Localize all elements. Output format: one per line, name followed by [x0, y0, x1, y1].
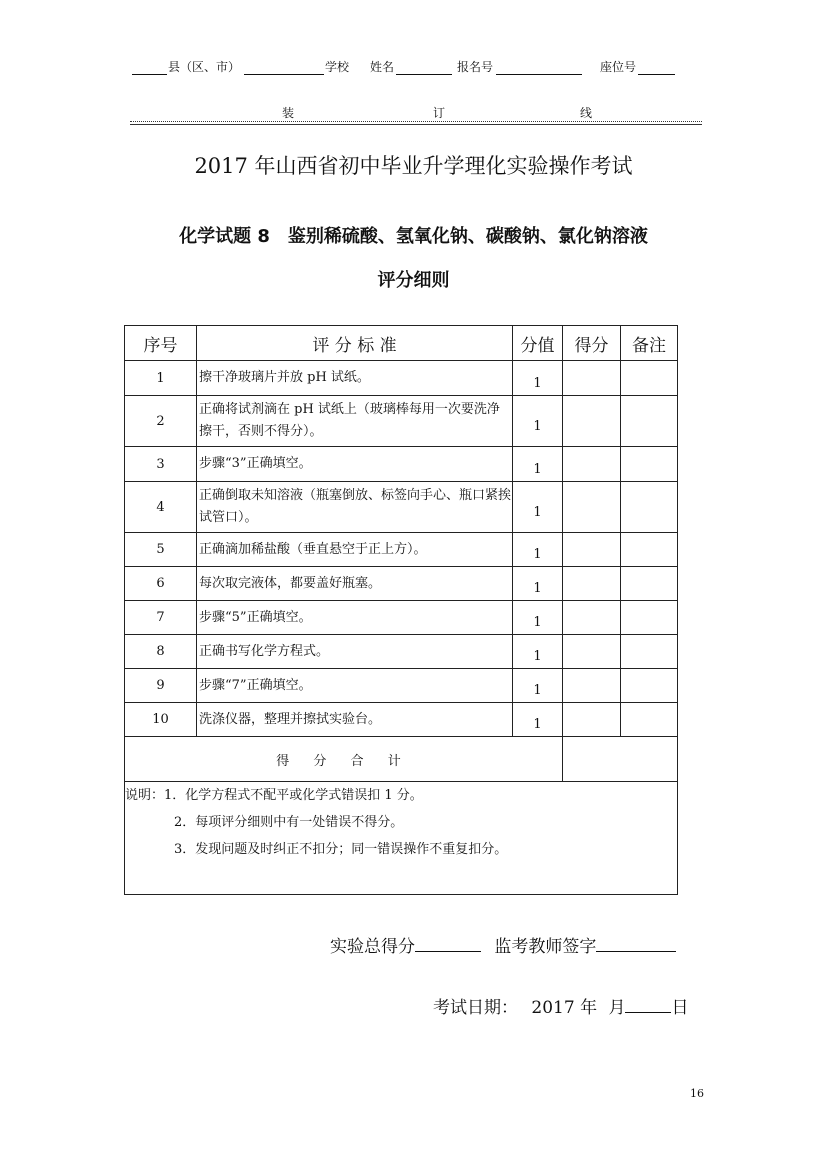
score-cell[interactable]: [563, 447, 621, 482]
row-criteria: 擦干净玻璃片并放 pH 试纸。: [197, 361, 513, 396]
remark-cell[interactable]: [621, 533, 678, 567]
teacher-sign-blank[interactable]: [596, 933, 676, 952]
test-title: 化学试题 8 鉴别稀硫酸、氢氧化钠、碳酸钠、氯化钠溶液: [179, 226, 648, 247]
score-cell[interactable]: [563, 396, 621, 447]
reg-label: 报名号: [457, 60, 494, 74]
total-row: [125, 737, 678, 782]
table-row: [125, 361, 678, 396]
row-points: 1: [513, 703, 563, 737]
score-cell[interactable]: [563, 669, 621, 703]
date-label: 考试日期：: [433, 998, 518, 1018]
county-blank[interactable]: [132, 74, 167, 75]
row-points: 1: [513, 601, 563, 635]
row-number: 2: [125, 396, 197, 447]
scoring-rules-heading: 评分细则: [377, 270, 450, 291]
name-blank[interactable]: [396, 74, 452, 75]
table-header-row: [125, 326, 678, 361]
school-blank[interactable]: [244, 74, 324, 75]
table-row: [125, 669, 678, 703]
header-criteria: 评 分 标 准: [197, 326, 513, 361]
table-row: [125, 635, 678, 669]
teacher-sign-label: 监考教师签字: [494, 937, 597, 957]
row-criteria: 每次取完液体，都要盖好瓶塞。: [197, 567, 513, 601]
row-points: 1: [513, 669, 563, 703]
table-row: [125, 601, 678, 635]
table-row: [125, 447, 678, 482]
row-number: 4: [125, 482, 197, 533]
binding-dotted-rule: [130, 121, 702, 122]
row-points: 1: [513, 482, 563, 533]
total-label: 得 分 合 计: [125, 737, 563, 782]
row-criteria: 正确书写化学方程式。: [197, 635, 513, 669]
school-label: 学校: [325, 60, 350, 74]
remark-cell[interactable]: [621, 361, 678, 396]
table-row: [125, 482, 678, 533]
row-points: 1: [513, 361, 563, 396]
page-title: 2017 年山西省初中毕业升学理化实验操作考试: [194, 154, 633, 178]
row-points: 1: [513, 533, 563, 567]
row-number: 8: [125, 635, 197, 669]
header-points: 分值: [513, 326, 563, 361]
score-cell[interactable]: [563, 601, 621, 635]
binding-char-3: 线: [580, 106, 593, 120]
score-cell[interactable]: [563, 567, 621, 601]
name-label: 姓名: [370, 60, 395, 74]
table-row: [125, 533, 678, 567]
row-number: 1: [125, 361, 197, 396]
day-blank[interactable]: [625, 994, 671, 1013]
header-score: 得分: [563, 326, 621, 361]
remark-cell[interactable]: [621, 567, 678, 601]
candidate-info-line: [130, 58, 690, 78]
score-cell[interactable]: [563, 635, 621, 669]
row-number: 3: [125, 447, 197, 482]
row-criteria: 洗涤仪器，整理并擦拭实验台。: [197, 703, 513, 737]
table-row: [125, 396, 678, 447]
note-2: 2．每项评分细则中有一处错误不得分。: [174, 815, 404, 830]
score-cell[interactable]: [563, 533, 621, 567]
notes-row: [125, 782, 678, 895]
row-number: 5: [125, 533, 197, 567]
date-year: 2017 年: [531, 998, 598, 1018]
row-criteria: 正确滴加稀盐酸（垂直悬空于正上方）。: [197, 533, 513, 567]
binding-solid-rule: [130, 124, 702, 125]
day-label: 日: [671, 998, 689, 1018]
header-remark: 备注: [621, 326, 678, 361]
row-criteria: 正确将试剂滴在 pH 试纸上（玻璃棒每用一次要洗净擦干，否则不得分）。: [197, 396, 513, 447]
binding-line: [130, 104, 702, 126]
seat-label: 座位号: [600, 60, 637, 74]
row-criteria: 步骤“7”正确填空。: [197, 669, 513, 703]
remark-cell[interactable]: [621, 601, 678, 635]
signature-line: [330, 932, 676, 957]
total-score-cell[interactable]: [563, 737, 678, 782]
row-points: 1: [513, 567, 563, 601]
row-number: 7: [125, 601, 197, 635]
remark-cell[interactable]: [621, 482, 678, 533]
remark-cell[interactable]: [621, 703, 678, 737]
row-number: 10: [125, 703, 197, 737]
exam-date-line: [433, 993, 688, 1018]
score-cell[interactable]: [563, 703, 621, 737]
row-criteria: 步骤“3”正确填空。: [197, 447, 513, 482]
row-points: 1: [513, 447, 563, 482]
total-score-label: 实验总得分: [330, 937, 415, 957]
scoring-table: [124, 325, 678, 895]
month-label: 月: [608, 998, 626, 1018]
remark-cell[interactable]: [621, 669, 678, 703]
remark-cell[interactable]: [621, 447, 678, 482]
note-1: 说明：1．化学方程式不配平或化学式错误扣 1 分。: [125, 788, 423, 803]
page-number: 16: [690, 1087, 704, 1100]
notes-cell: [125, 782, 678, 895]
remark-cell[interactable]: [621, 635, 678, 669]
score-cell[interactable]: [563, 361, 621, 396]
table-row: [125, 567, 678, 601]
row-number: 9: [125, 669, 197, 703]
row-points: 1: [513, 396, 563, 447]
header-no: 序号: [125, 326, 197, 361]
row-points: 1: [513, 635, 563, 669]
note-3: 3．发现问题及时纠正不扣分；同一错误操作不重复扣分。: [174, 842, 508, 857]
row-number: 6: [125, 567, 197, 601]
county-label: 县（区、市）: [168, 60, 241, 74]
total-score-blank[interactable]: [415, 933, 481, 952]
binding-char-2: 订: [433, 106, 446, 120]
table-row: [125, 703, 678, 737]
remark-cell[interactable]: [621, 396, 678, 447]
score-cell[interactable]: [563, 482, 621, 533]
row-criteria: 步骤“5”正确填空。: [197, 601, 513, 635]
row-criteria: 正确倒取未知溶液（瓶塞倒放、标签向手心、瓶口紧挨试管口）。: [197, 482, 513, 533]
reg-blank[interactable]: [496, 74, 582, 75]
seat-blank[interactable]: [638, 74, 675, 75]
binding-char-1: 装: [282, 106, 295, 120]
